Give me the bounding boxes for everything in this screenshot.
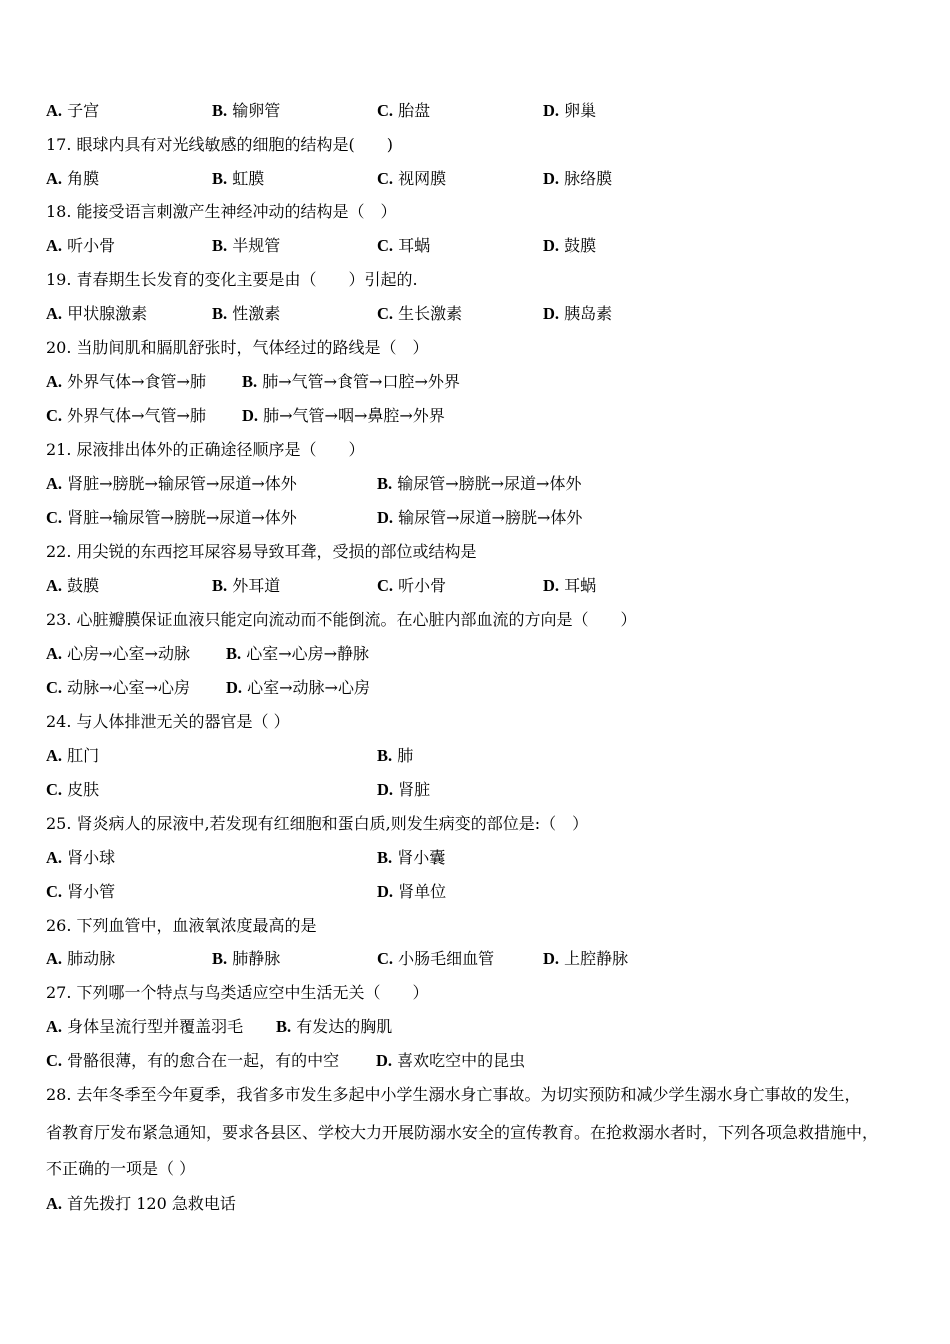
question-text: 肾炎病人的尿液中,若发现有红细胞和蛋白质,则发生病变的部位是:（ ） <box>76 814 589 833</box>
option-letter: A. <box>46 644 63 663</box>
option-text: 肾小囊 <box>397 848 446 867</box>
q23-option-b[interactable] <box>226 641 369 667</box>
q28-option-a[interactable] <box>46 1191 236 1217</box>
option-text: 肛门 <box>67 746 100 765</box>
q27-option-b[interactable] <box>276 1014 392 1040</box>
q20-option-b[interactable] <box>242 369 460 395</box>
option-text: 生长激素 <box>398 304 463 323</box>
q26-stem <box>46 913 910 939</box>
option-letter: B. <box>212 101 228 120</box>
q22-option-a[interactable] <box>46 573 99 599</box>
question-text: 与人体排泄无关的器官是（ ） <box>76 712 290 731</box>
q23-options-cd <box>46 675 910 701</box>
option-letter: B. <box>212 304 228 323</box>
q26-option-b[interactable] <box>212 946 280 972</box>
option-letter: A. <box>46 474 63 493</box>
option-letter: C. <box>377 304 394 323</box>
option-letter: C. <box>46 1051 63 1070</box>
question-text: 尿液排出体外的正确途径顺序是（ ） <box>76 440 365 459</box>
q21-option-d[interactable] <box>377 505 582 531</box>
option-text: 外界气体→食管→肺 <box>67 372 206 391</box>
option-text: 首先拨打 120 急救电话 <box>67 1194 236 1213</box>
q17-option-c[interactable] <box>377 166 446 192</box>
option-letter: C. <box>377 169 394 188</box>
question-text: 眼球内具有对光线敏感的细胞的结构是( ) <box>76 135 394 154</box>
q21-option-b[interactable] <box>377 471 581 497</box>
option-letter: B. <box>377 848 393 867</box>
option-letter: C. <box>377 576 394 595</box>
question-text: 当肋间肌和膈肌舒张时，气体经过的路线是（ ） <box>76 338 429 357</box>
option-letter: D. <box>376 1051 393 1070</box>
q18-option-a[interactable] <box>46 233 115 259</box>
option-text: 动脉→心室→心房 <box>67 678 190 697</box>
option-letter: A. <box>46 848 63 867</box>
option-text: 虹膜 <box>232 169 265 188</box>
q24-option-d[interactable] <box>377 777 430 803</box>
question-text: 青春期生长发育的变化主要是由（ ）引起的. <box>76 270 418 289</box>
option-text: 脉络膜 <box>564 169 613 188</box>
option-text: 心房→心室→动脉 <box>67 644 190 663</box>
option-text: 输卵管 <box>232 101 281 120</box>
option-text: 外界气体→气管→肺 <box>67 406 206 425</box>
q21-option-c[interactable] <box>46 505 297 531</box>
q21-option-a[interactable] <box>46 471 297 497</box>
question-number: 27. <box>46 983 72 1002</box>
option-letter: C. <box>46 508 63 527</box>
q20-option-a[interactable] <box>46 369 206 395</box>
q16-option-d[interactable] <box>543 98 596 124</box>
option-text: 肾小球 <box>67 848 116 867</box>
q20-stem <box>46 335 910 361</box>
option-text: 角膜 <box>67 169 100 188</box>
option-letter: B. <box>212 236 228 255</box>
option-letter: A. <box>46 169 63 188</box>
q28-stem-line-3 <box>46 1156 910 1182</box>
option-text: 肾脏→膀胱→输尿管→尿道→体外 <box>67 474 297 493</box>
option-text: 有发达的胸肌 <box>296 1017 393 1036</box>
q25-options-cd <box>46 879 910 905</box>
option-text: 听小骨 <box>67 236 116 255</box>
option-text: 肾脏 <box>398 780 431 799</box>
q19-stem <box>46 267 910 293</box>
option-text: 性激素 <box>232 304 281 323</box>
q24-options-cd <box>46 777 910 803</box>
option-letter: A. <box>46 236 63 255</box>
option-letter: D. <box>543 949 560 968</box>
q23-options-ab <box>46 641 910 667</box>
q20-options-ab <box>46 369 910 395</box>
option-letter: C. <box>46 882 63 901</box>
option-text: 小肠毛细血管 <box>398 949 495 968</box>
q16-option-c[interactable] <box>377 98 430 124</box>
q25-options-ab <box>46 845 910 871</box>
option-text: 鼓膜 <box>564 236 597 255</box>
option-text: 卵巢 <box>564 101 597 120</box>
q23-option-a[interactable] <box>46 641 190 667</box>
q24-options-ab <box>46 743 910 769</box>
option-letter: D. <box>543 101 560 120</box>
q27-option-c[interactable] <box>46 1048 339 1074</box>
question-text: 下列血管中，血液氧浓度最高的是 <box>76 916 317 935</box>
q21-options-cd <box>46 505 910 531</box>
q26-options <box>46 946 910 972</box>
question-text: 下列哪一个特点与鸟类适应空中生活无关（ ） <box>76 983 429 1002</box>
option-text: 肾单位 <box>398 882 447 901</box>
question-text: 能接受语言刺激产生神经冲动的结构是（ ） <box>76 202 397 221</box>
option-letter: B. <box>212 576 228 595</box>
option-letter: C. <box>46 406 63 425</box>
q25-option-d[interactable] <box>377 879 446 905</box>
q18-option-c[interactable] <box>377 233 430 259</box>
option-letter: A. <box>46 576 63 595</box>
q25-option-c[interactable] <box>46 879 115 905</box>
option-text: 肺→气管→咽→鼻腔→外界 <box>263 406 445 425</box>
option-letter: D. <box>377 780 394 799</box>
question-number: 23. <box>46 610 72 629</box>
q17-stem <box>46 132 910 158</box>
question-number: 19. <box>46 270 72 289</box>
question-number: 28. <box>46 1085 72 1104</box>
question-number: 22. <box>46 542 72 561</box>
q21-stem <box>46 437 910 463</box>
option-letter: B. <box>212 169 228 188</box>
option-letter: D. <box>242 406 259 425</box>
question-number: 20. <box>46 338 72 357</box>
option-letter: A. <box>46 949 63 968</box>
q19-option-b[interactable] <box>212 301 280 327</box>
option-text: 皮肤 <box>67 780 100 799</box>
q17-options <box>46 166 910 192</box>
option-letter: D. <box>543 576 560 595</box>
option-letter: D. <box>226 678 243 697</box>
question-text: 用尖锐的东西挖耳屎容易导致耳聋，受损的部位或结构是 <box>76 542 477 561</box>
q16-option-b[interactable] <box>212 98 280 124</box>
option-text: 胰岛素 <box>564 304 613 323</box>
q28-stem-line-1 <box>46 1082 910 1108</box>
q26-option-d[interactable] <box>543 946 628 972</box>
option-text: 鼓膜 <box>67 576 100 595</box>
option-text: 视网膜 <box>398 169 447 188</box>
option-text: 听小骨 <box>398 576 447 595</box>
option-letter: D. <box>377 508 394 527</box>
q16-option-a[interactable] <box>46 98 99 124</box>
question-number: 21. <box>46 440 72 459</box>
option-letter: D. <box>543 169 560 188</box>
option-letter: C. <box>377 236 394 255</box>
option-text: 胎盘 <box>398 101 431 120</box>
question-number: 17. <box>46 135 72 154</box>
option-text: 甲状腺激素 <box>67 304 148 323</box>
q18-stem <box>46 199 910 225</box>
q16-options <box>46 98 910 124</box>
q24-stem <box>46 709 910 735</box>
question-text: 省教育厅发布紧急通知，要求各县区、学校大力开展防溺水安全的宣传教育。在抢救溺水者时，下列各项急救措施中， <box>46 1123 879 1142</box>
option-text: 肺→气管→食管→口腔→外界 <box>262 372 460 391</box>
q28-options <box>46 1191 910 1217</box>
option-letter: D. <box>543 304 560 323</box>
q27-options-cd <box>46 1048 910 1074</box>
option-text: 肺 <box>397 746 414 765</box>
option-text: 心室→心房→静脉 <box>246 644 370 663</box>
q17-option-b[interactable] <box>212 166 264 192</box>
option-text: 身体呈流行型并覆盖羽毛 <box>67 1017 244 1036</box>
option-letter: D. <box>377 882 394 901</box>
option-letter: D. <box>543 236 560 255</box>
option-letter: A. <box>46 746 63 765</box>
option-text: 外耳道 <box>232 576 281 595</box>
option-letter: A. <box>46 1017 63 1036</box>
option-letter: B. <box>377 474 393 493</box>
option-letter: A. <box>46 1194 63 1213</box>
q17-option-d[interactable] <box>543 166 612 192</box>
option-letter: B. <box>226 644 242 663</box>
q25-stem <box>46 811 910 837</box>
q20-option-d[interactable] <box>242 403 445 429</box>
option-text: 耳蜗 <box>398 236 431 255</box>
option-letter: B. <box>377 746 393 765</box>
option-letter: A. <box>46 372 63 391</box>
option-letter: B. <box>212 949 228 968</box>
q20-option-c[interactable] <box>46 403 206 429</box>
option-text: 半规管 <box>232 236 281 255</box>
option-text: 子宫 <box>67 101 100 120</box>
option-text: 肺动脉 <box>67 949 116 968</box>
q24-option-c[interactable] <box>46 777 99 803</box>
q23-option-c[interactable] <box>46 675 190 701</box>
question-number: 25. <box>46 814 72 833</box>
option-letter: C. <box>377 949 394 968</box>
q18-option-d[interactable] <box>543 233 596 259</box>
q28-stem-line-2 <box>46 1120 910 1146</box>
q25-option-b[interactable] <box>377 845 445 871</box>
question-text: 心脏瓣膜保证血液只能定向流动而不能倒流。在心脏内部血流的方向是（ ） <box>76 610 637 629</box>
option-letter: A. <box>46 304 63 323</box>
option-letter: B. <box>276 1017 292 1036</box>
option-letter: B. <box>242 372 258 391</box>
q26-option-a[interactable] <box>46 946 115 972</box>
option-letter: A. <box>46 101 63 120</box>
q19-option-c[interactable] <box>377 301 462 327</box>
question-number: 26. <box>46 916 72 935</box>
option-letter: C. <box>46 780 63 799</box>
option-letter: C. <box>377 101 394 120</box>
question-text: 去年冬季至今年夏季，我省多市发生多起中小学生溺水身亡事故。为切实预防和减少学生溺水身亡事故的发生， <box>76 1085 861 1104</box>
q19-option-d[interactable] <box>543 301 612 327</box>
option-text: 耳蜗 <box>564 576 597 595</box>
q22-stem <box>46 539 910 565</box>
q21-options-ab <box>46 471 910 497</box>
option-text: 上腔静脉 <box>564 949 629 968</box>
option-text: 肺静脉 <box>232 949 281 968</box>
option-text: 肾小管 <box>67 882 116 901</box>
option-text: 肾脏→输尿管→膀胱→尿道→体外 <box>67 508 297 527</box>
q27-option-a[interactable] <box>46 1014 243 1040</box>
option-text: 心室→动脉→心房 <box>247 678 370 697</box>
q20-options-cd <box>46 403 910 429</box>
q26-option-c[interactable] <box>377 946 494 972</box>
question-number: 24. <box>46 712 72 731</box>
q23-stem <box>46 607 910 633</box>
q17-option-a[interactable] <box>46 166 99 192</box>
q19-options <box>46 301 910 327</box>
q22-option-d[interactable] <box>543 573 596 599</box>
q27-stem <box>46 980 910 1006</box>
q19-option-a[interactable] <box>46 301 147 327</box>
q24-option-a[interactable] <box>46 743 99 769</box>
q22-options <box>46 573 910 599</box>
question-number: 18. <box>46 202 72 221</box>
question-text: 不正确的一项是（ ） <box>46 1159 196 1178</box>
q25-option-a[interactable] <box>46 845 115 871</box>
q18-options <box>46 233 910 259</box>
q23-option-d[interactable] <box>226 675 370 701</box>
option-text: 输尿管→膀胱→尿道→体外 <box>397 474 582 493</box>
q27-option-d[interactable] <box>376 1048 525 1074</box>
q24-option-b[interactable] <box>377 743 413 769</box>
option-letter: C. <box>46 678 63 697</box>
q22-option-c[interactable] <box>377 573 446 599</box>
q22-option-b[interactable] <box>212 573 280 599</box>
q18-option-b[interactable] <box>212 233 280 259</box>
option-text: 输尿管→尿道→膀胱→体外 <box>398 508 583 527</box>
q27-options-ab <box>46 1014 910 1040</box>
option-text: 喜欢吃空中的昆虫 <box>397 1051 526 1070</box>
option-text: 骨骼很薄，有的愈合在一起，有的中空 <box>67 1051 340 1070</box>
